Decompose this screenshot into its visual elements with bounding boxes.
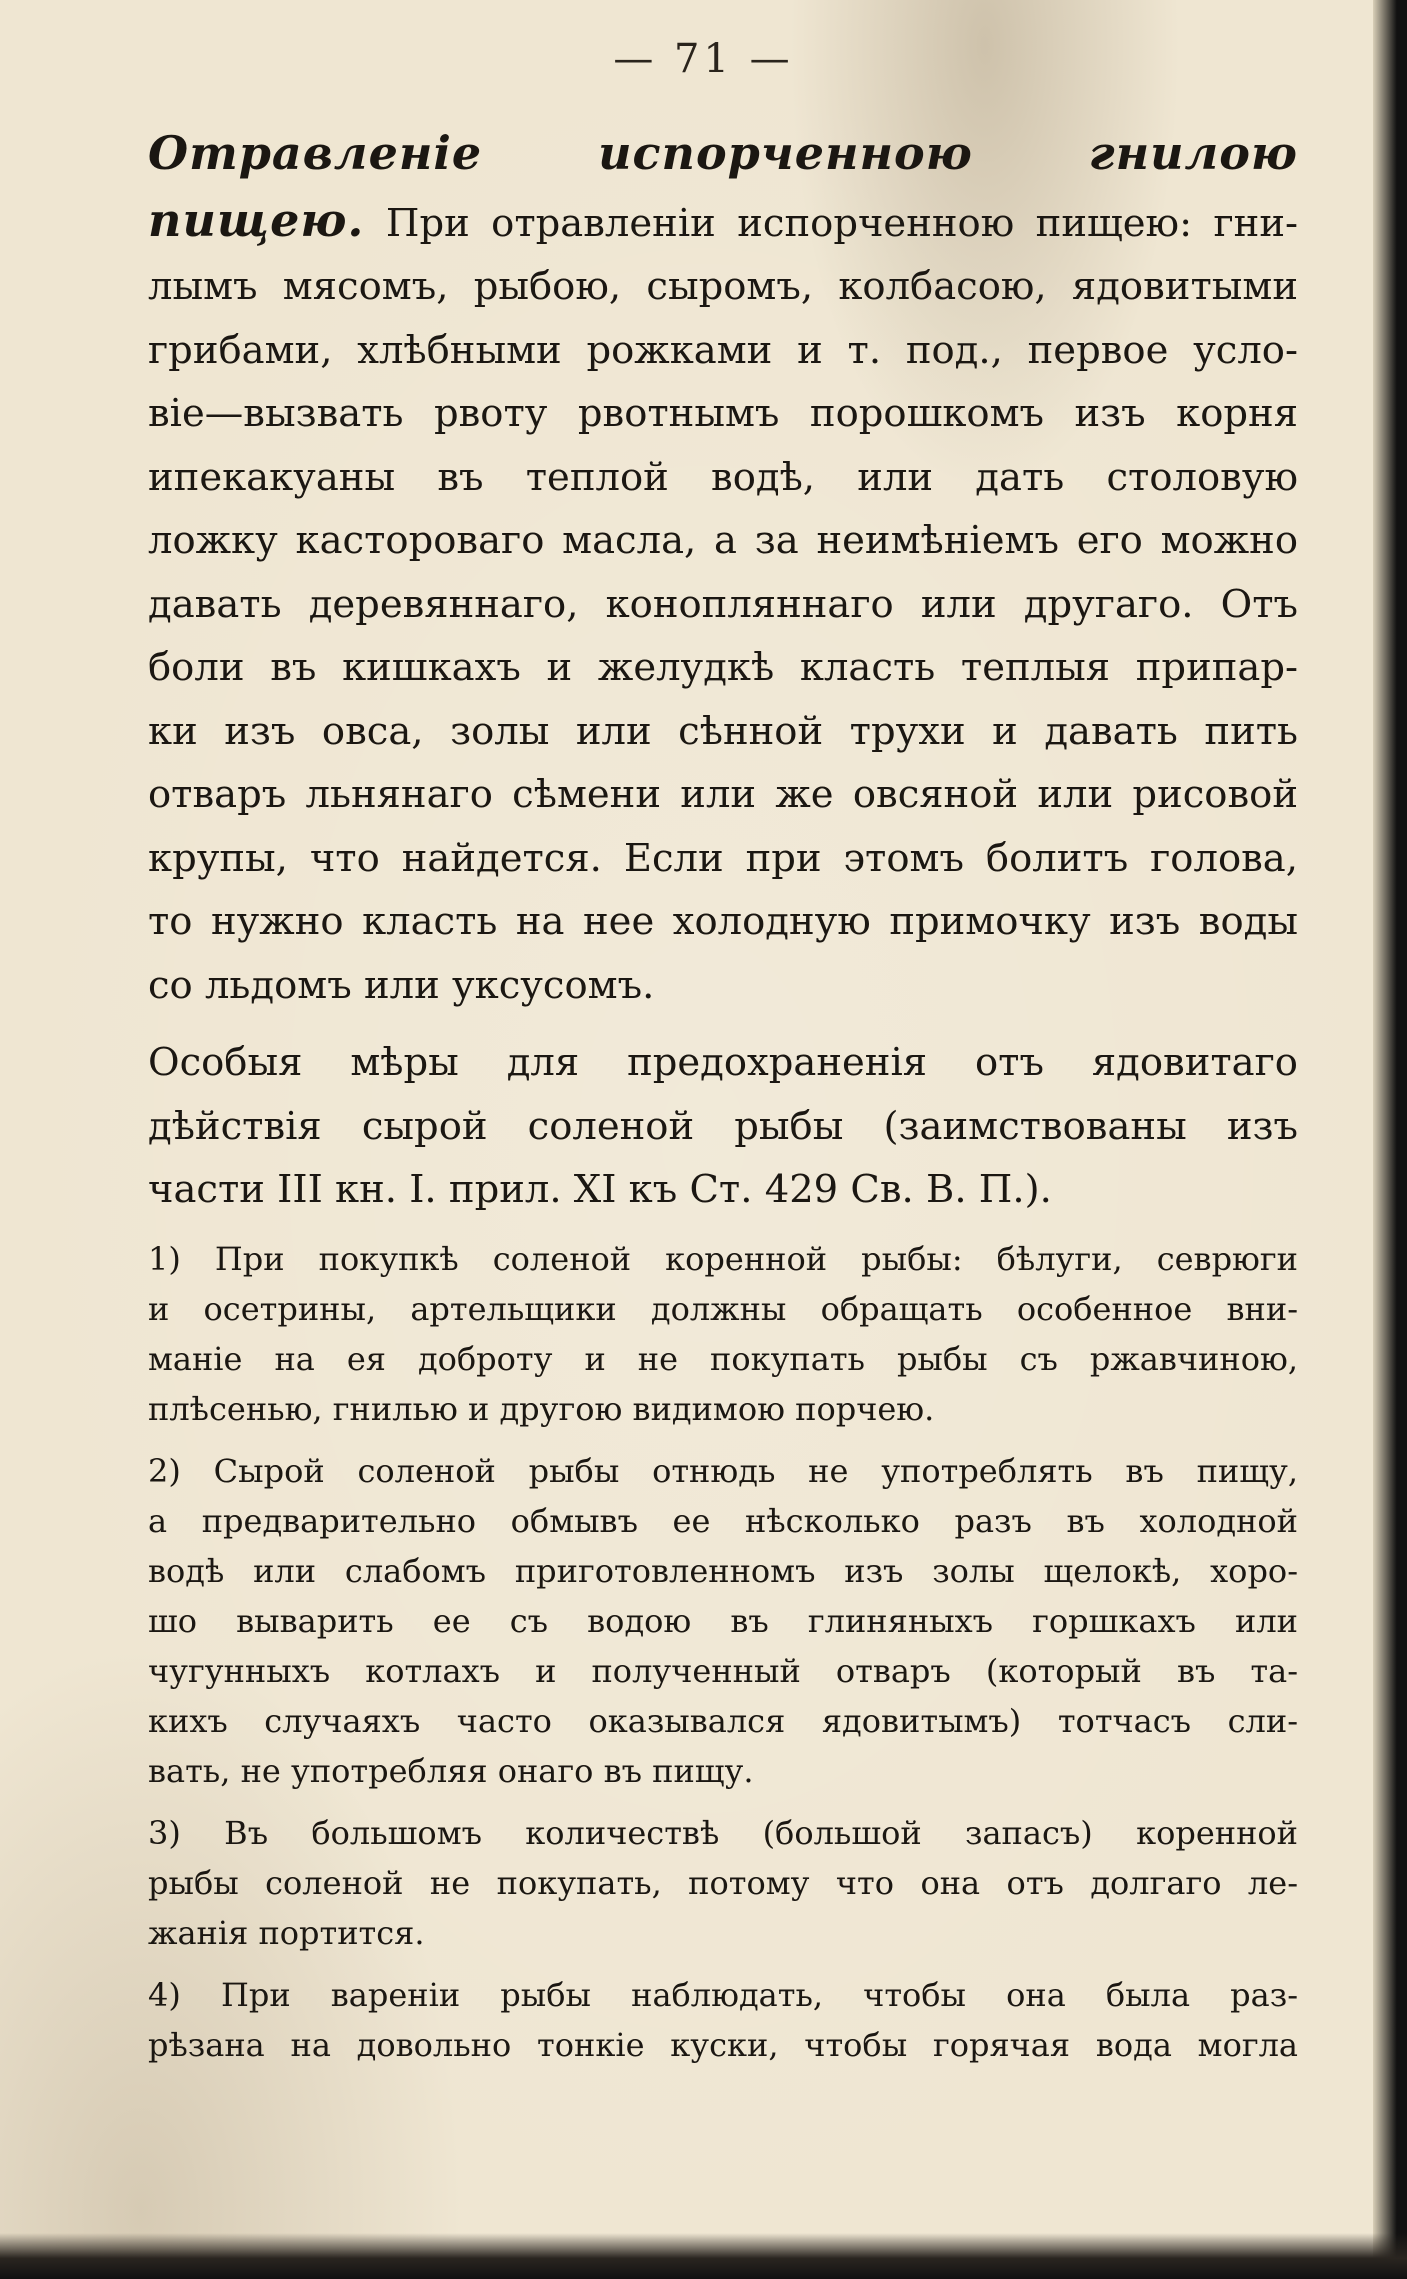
paragraph-gap	[148, 1796, 1298, 1808]
text-line: маніе на ея доброту и не покупать рыбы съ ржавчиною,	[148, 1339, 1298, 1378]
text-line: вать, не употребляя онаго въ пищу.	[148, 1751, 754, 1790]
text-line	[148, 189, 1298, 256]
list-item-1	[148, 1234, 1298, 1434]
text-line: лымъ мясомъ, рыбою, сыромъ, колбасою, ядовитыми	[148, 264, 1298, 309]
text-line: плѣсенью, гнилью и другою видимою порчею.	[148, 1389, 935, 1428]
paragraph-poisoning	[148, 122, 1298, 1017]
text-column	[148, 122, 1298, 2070]
text-line: ки изъ овса, золы или сѣнной трухи и давать пить	[148, 708, 1298, 754]
paragraph-gap	[148, 1222, 1298, 1234]
text-line: рѣзана на довольно тонкіе куски, чтобы горячая вода могла	[148, 2025, 1298, 2064]
text-line: отваръ льнянаго сѣмени или же овсяной или рисовой	[148, 772, 1298, 817]
paragraph-special-measures	[148, 1031, 1298, 1222]
paragraph-gap	[148, 1434, 1298, 1446]
paragraph-gap	[148, 1958, 1298, 1970]
section-heading	[148, 122, 1298, 189]
text-line: давать деревяннаго, конопляннаго или другаго. Отъ	[148, 581, 1298, 627]
text-line: 2) Сырой соленой рыбы отнюдь не употреблять въ пищу,	[148, 1451, 1298, 1490]
text-line: водѣ или слабомъ приготовленномъ изъ золы щелокѣ, хоро-	[148, 1551, 1298, 1590]
text-line: боли въ кишкахъ и желудкѣ класть теплыя припар-	[148, 645, 1298, 690]
text-line: 1) При покупкѣ соленой коренной рыбы: бѣлуги, севрюги	[148, 1239, 1298, 1278]
text-line: а предварительно обмывъ ее нѣсколько разъ въ холодной	[148, 1501, 1298, 1540]
text-line: ложку касторовaго масла, а за неимѣніемъ его можно	[148, 518, 1298, 563]
text-line: и осетрины, артельщики должны обращать особенное вни-	[148, 1289, 1298, 1328]
text-line: 3) Въ большомъ количествѣ (большой запасъ) коренной	[148, 1813, 1298, 1852]
text-line: 4) При вареніи рыбы наблюдать, чтобы она была раз-	[148, 1975, 1298, 2014]
text-line-rest: При отравленіи испорченною пищею: гни-	[364, 200, 1298, 246]
heading-italic-text: Отравленіе испорченною гнилою	[148, 126, 1298, 180]
text-line: шо выварить ее съ водою въ глиняныхъ горшкахъ или	[148, 1601, 1298, 1640]
text-line: жанія портится.	[148, 1913, 425, 1952]
text-line: со льдомъ или уксусомъ.	[148, 962, 655, 1008]
page-right-edge-shadow	[1373, 0, 1407, 2279]
text-line: чугунныхъ котлахъ и полученный отваръ (который въ та-	[148, 1651, 1298, 1690]
text-line: віе—вызвать рвоту рвотнымъ порошкомъ изъ корня	[148, 391, 1298, 436]
text-line: рыбы соленой не покупать, потому что она отъ долгаго ле-	[148, 1863, 1298, 1902]
text-line: грибами, хлѣбными рожками и т. под., первое усло-	[148, 327, 1298, 373]
text-line: ипекакуаны въ теплой водѣ, или дать столовую	[148, 454, 1298, 500]
text-line: то нужно класть на нее холодную примочку изъ воды	[148, 899, 1298, 944]
heading-italic-continuation: пищею.	[148, 192, 365, 247]
text-line: Особыя мѣры для предохраненія отъ ядовитаго	[148, 1040, 1298, 1085]
text-line: дѣйствія сырой соленой рыбы (заимствованы изъ	[148, 1103, 1298, 1149]
page-number: — 71 —	[613, 36, 794, 82]
text-line: крупы, что найдется. Если при этомъ болитъ голова,	[148, 835, 1298, 881]
paragraph-gap	[148, 1017, 1298, 1031]
list-item-3	[148, 1808, 1298, 1958]
list-item-4	[148, 1970, 1298, 2070]
text-line: части III кн. I. прил. XI къ Ст. 429 Св. В. П.).	[148, 1167, 1052, 1212]
page-bottom-edge-shadow	[0, 2233, 1407, 2279]
text-line: кихъ случаяхъ часто оказывался ядовитымъ) тотчасъ сли-	[148, 1701, 1298, 1740]
list-item-2	[148, 1446, 1298, 1796]
